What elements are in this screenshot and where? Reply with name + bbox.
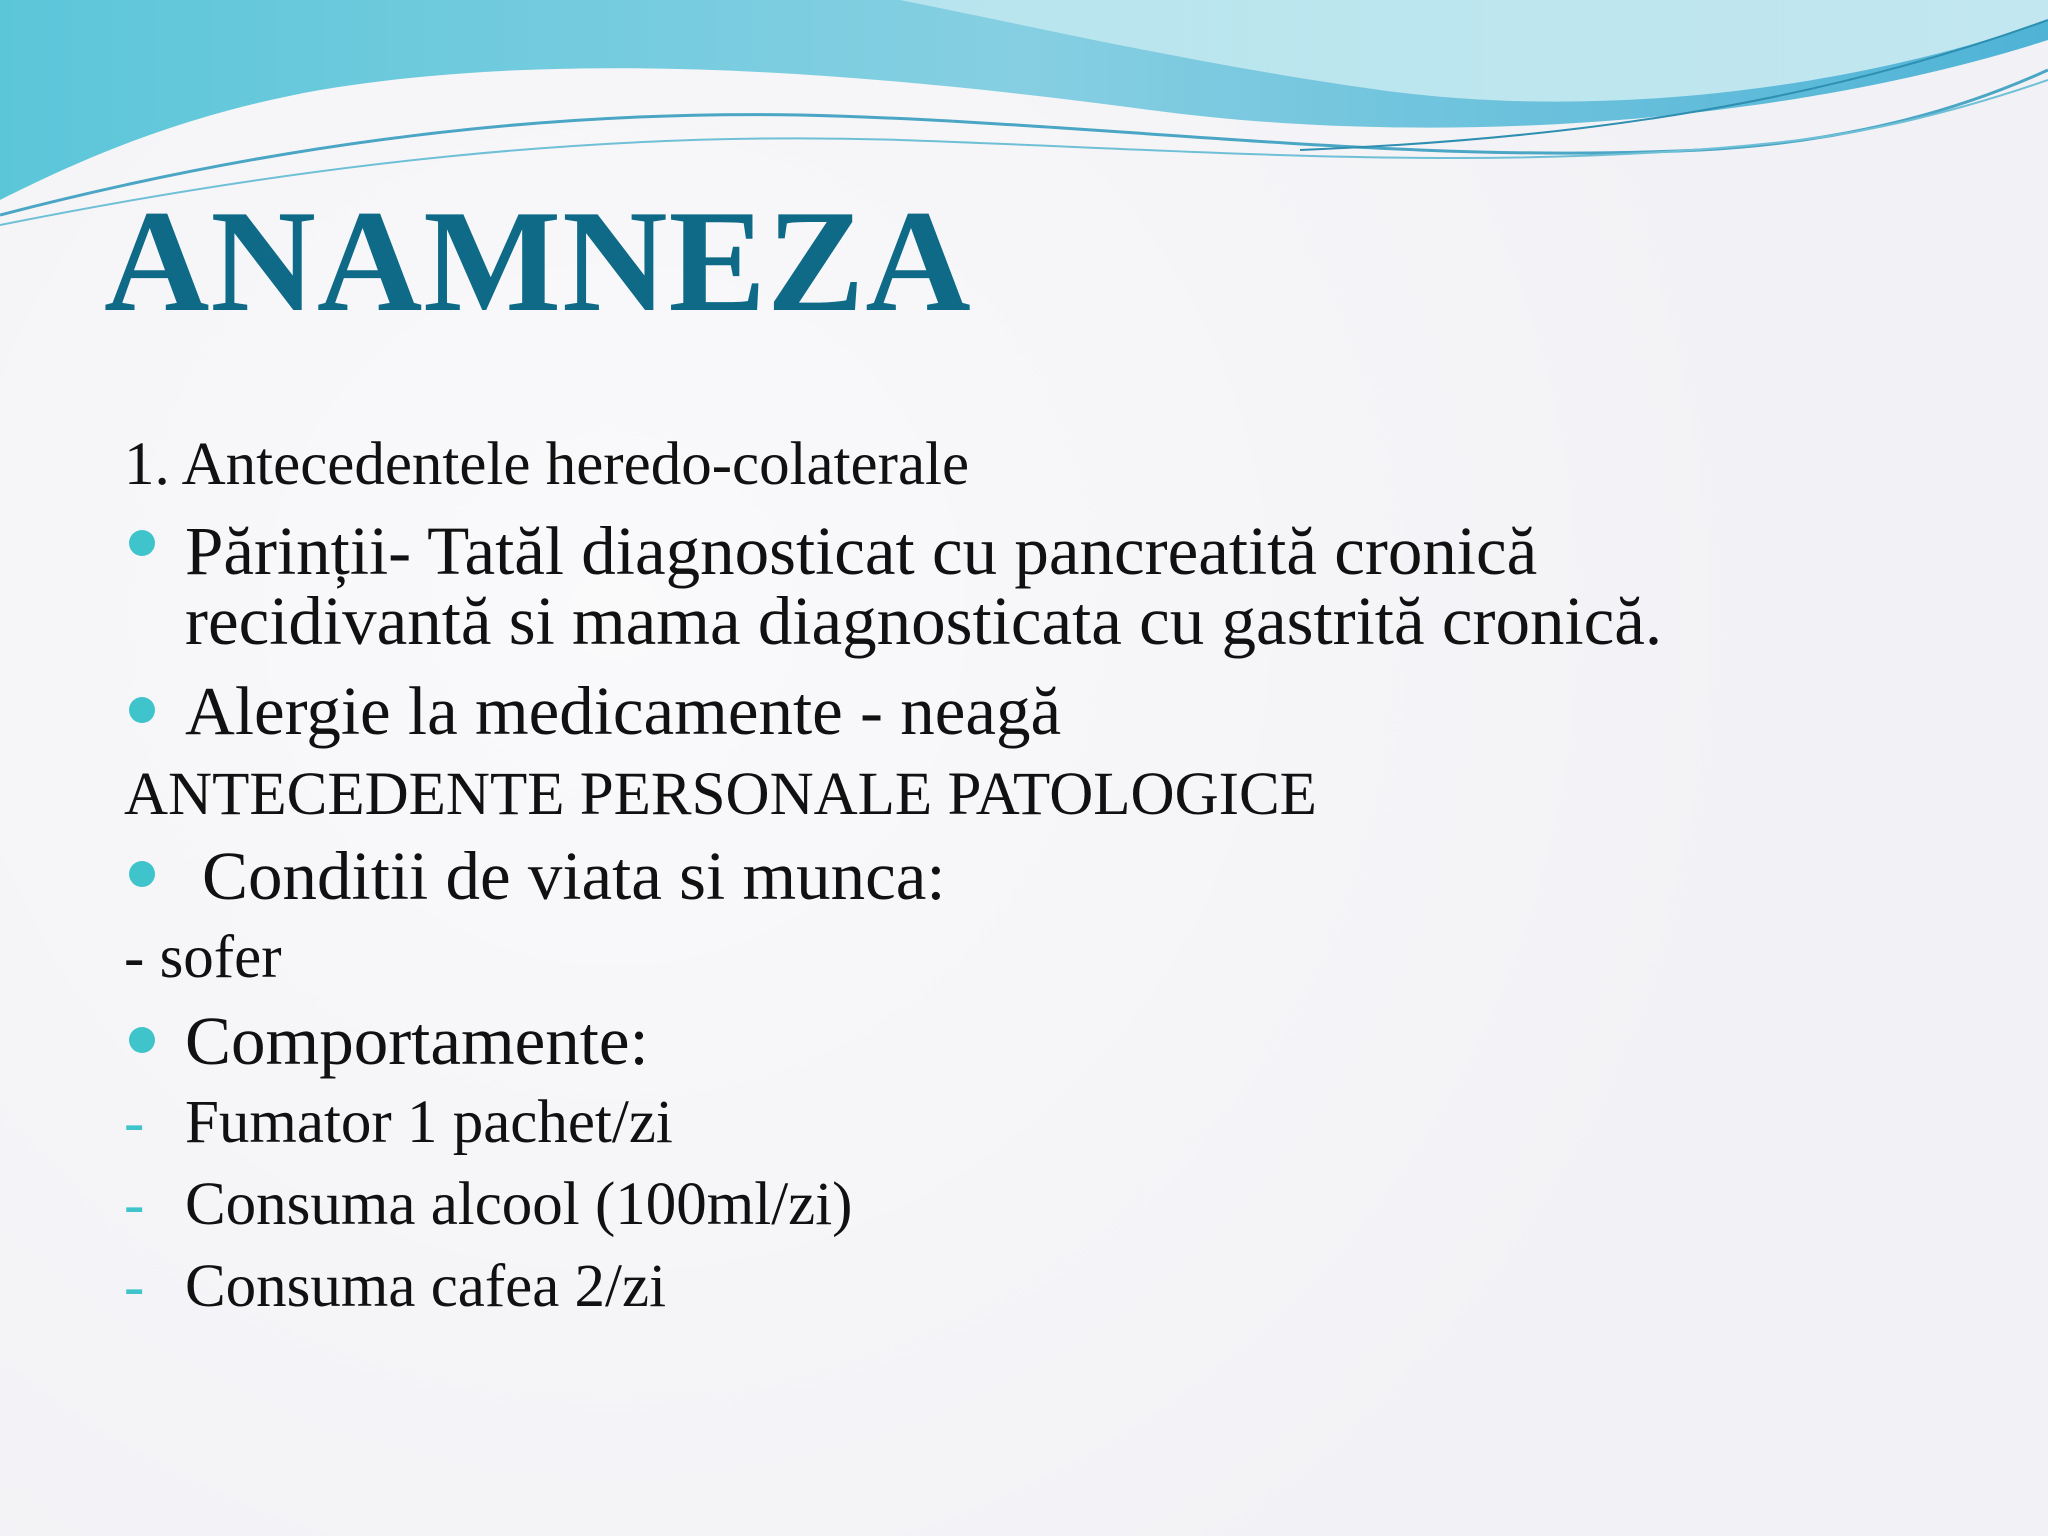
bullet-dot-icon bbox=[129, 1027, 155, 1053]
list-item-alcohol: Consuma alcool (100ml/zi) bbox=[185, 1171, 853, 1238]
list-item-driver: - sofer bbox=[124, 924, 282, 991]
dash-marker: - bbox=[124, 1171, 145, 1238]
list-item-parents-line2: recidivantă si mama diagnosticata cu gastrită cronică. bbox=[185, 583, 1663, 659]
section-heading-personal: ANTECEDENTE PERSONALE PATOLOGICE bbox=[124, 761, 1317, 828]
bullet-dot-icon bbox=[129, 861, 155, 887]
list-item-smoker: Fumator 1 pachet/zi bbox=[185, 1089, 673, 1156]
list-item-allergy: Alergie la medicamente - neagă bbox=[185, 673, 1062, 749]
bullet-dot-icon bbox=[129, 697, 155, 723]
dash-marker: - bbox=[124, 1253, 145, 1320]
list-item-behaviors: Comportamente: bbox=[185, 1003, 649, 1079]
page-title: ANAMNEZA bbox=[104, 180, 972, 342]
bullet-dot-icon bbox=[129, 530, 155, 556]
list-item-parents-line1: Părinții- Tatăl diagnosticat cu pancreatită cronică bbox=[185, 513, 1538, 589]
list-item-coffee: Consuma cafea 2/zi bbox=[185, 1253, 667, 1320]
list-item-conditions: Conditii de viata si munca: bbox=[202, 838, 946, 914]
section-heading-heredo: 1. Antecedentele heredo-colaterale bbox=[124, 431, 970, 498]
dash-marker: - bbox=[124, 1089, 145, 1156]
